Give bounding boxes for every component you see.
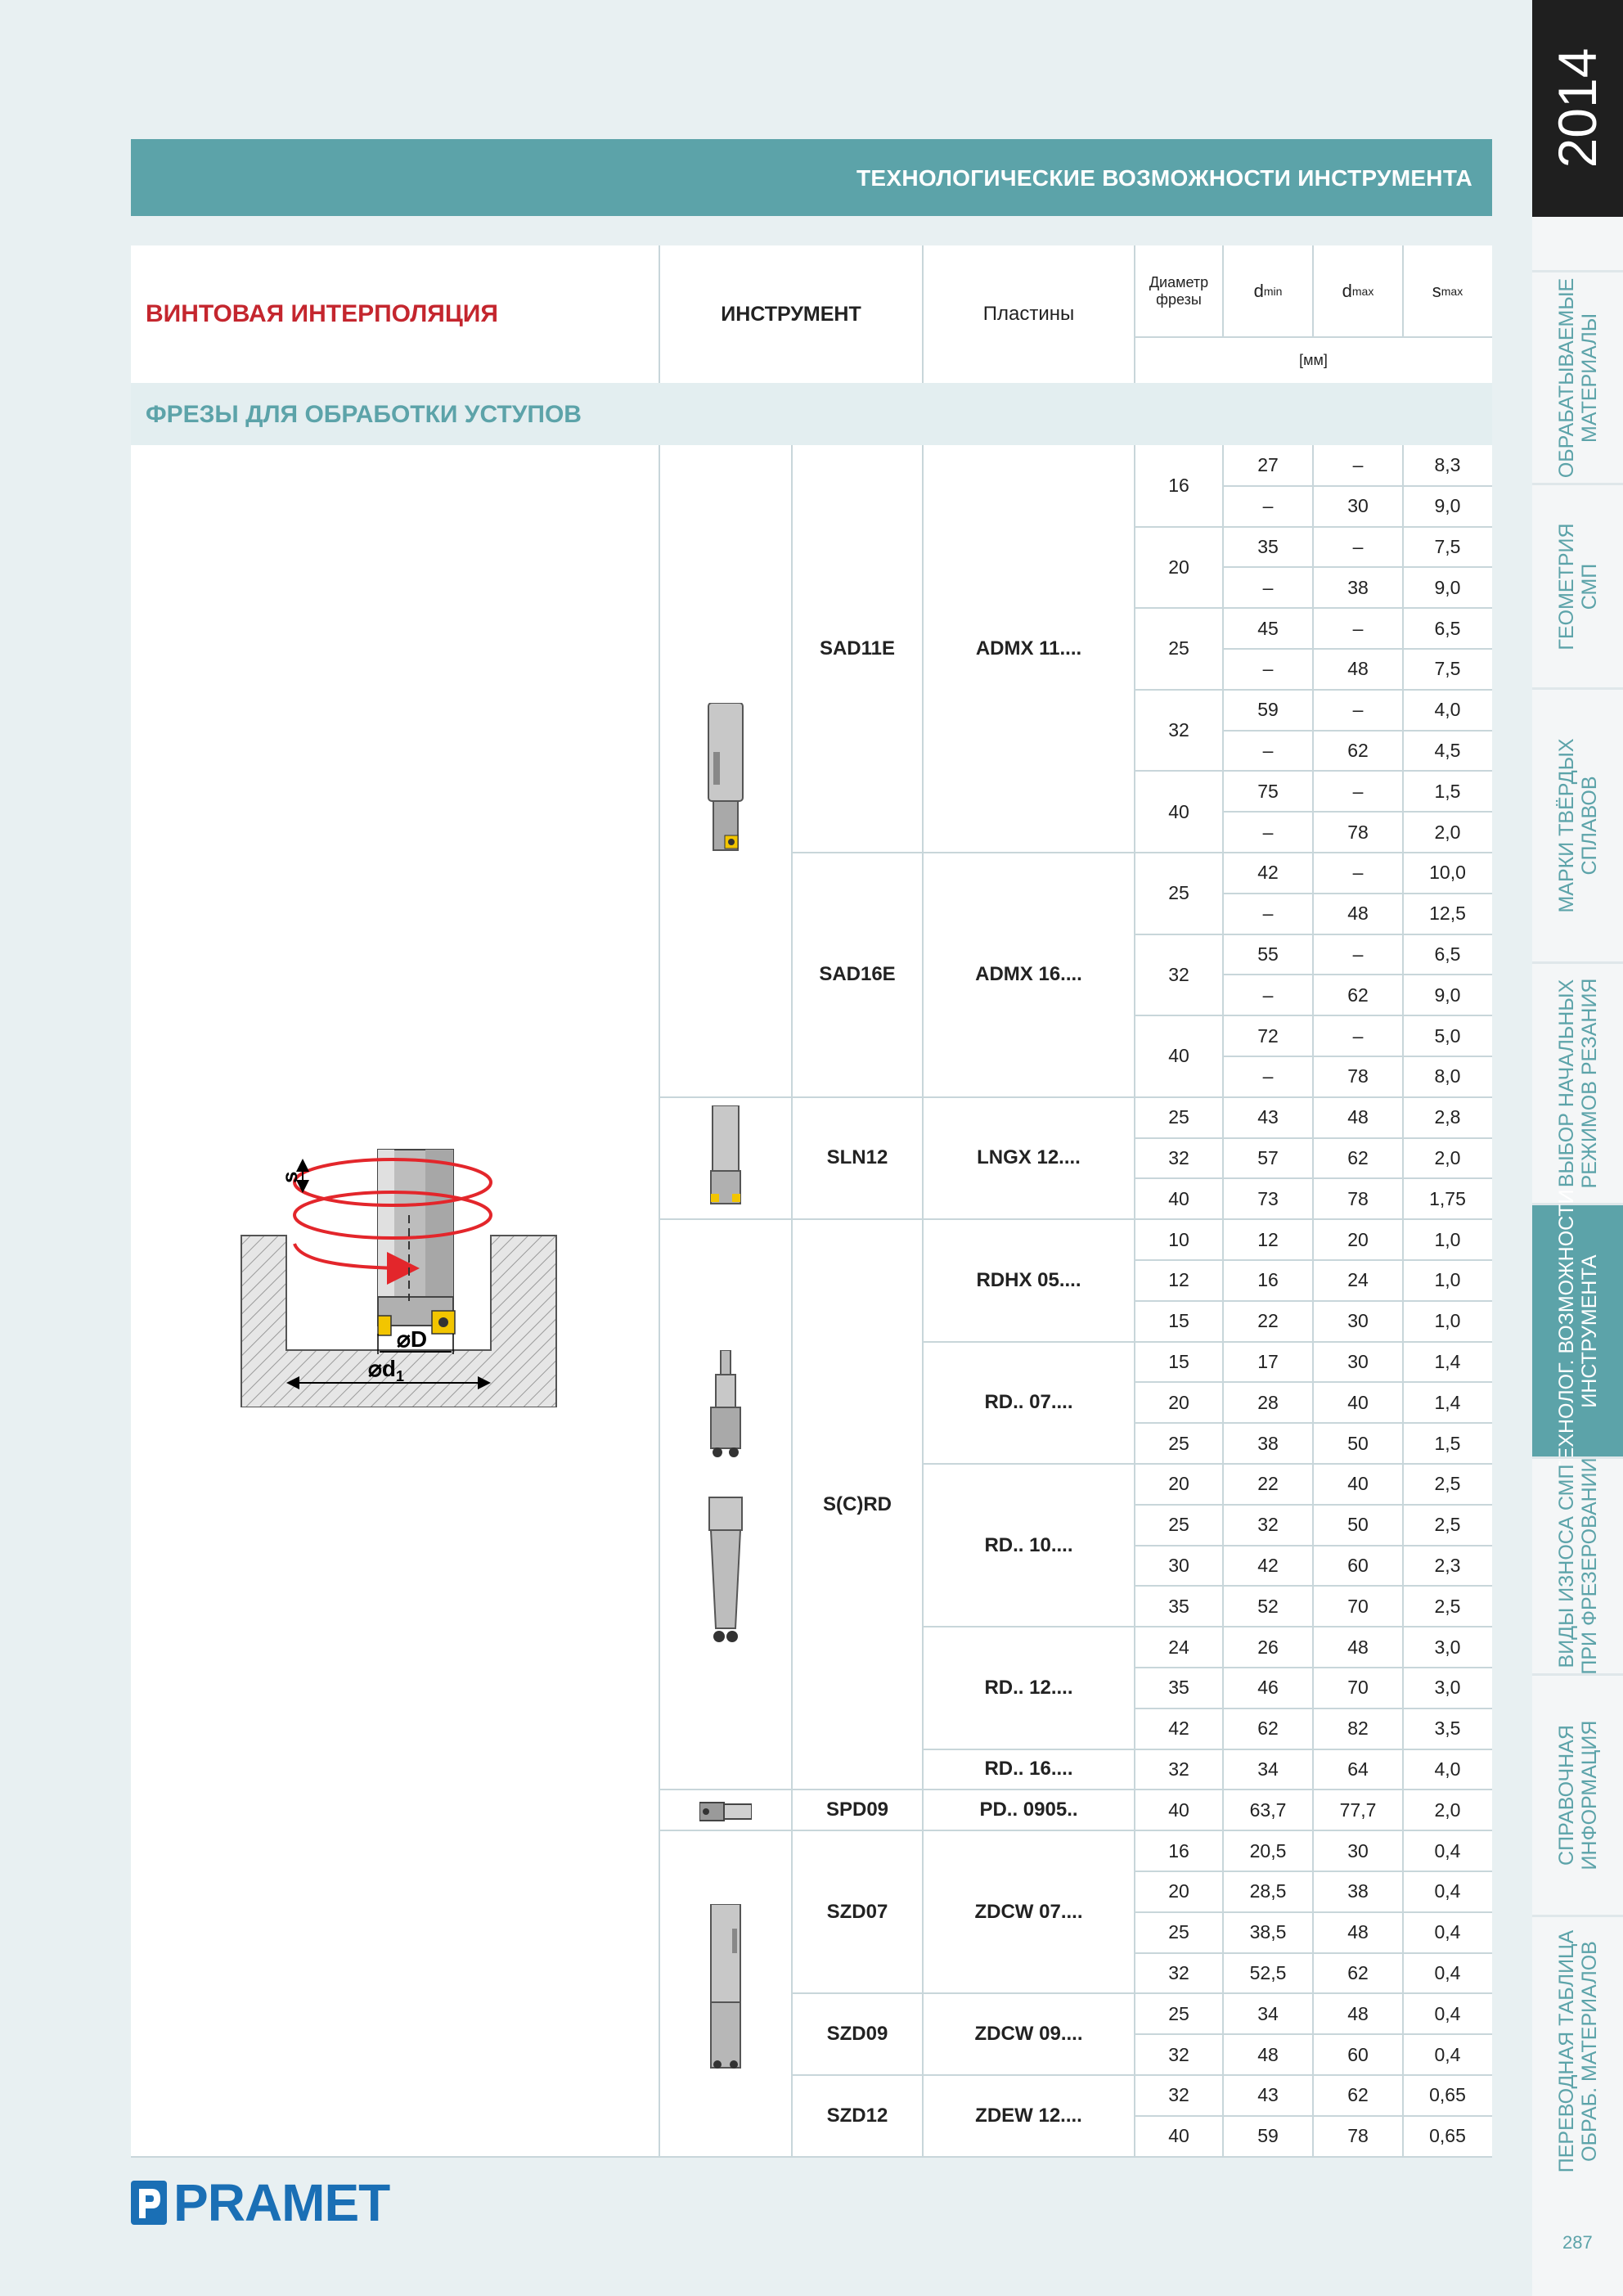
insert-name: ZDCW 07.... [974, 1900, 1083, 1923]
cutter-diameter-value: 40 [1168, 1045, 1189, 1067]
tool-name: SPD09 [825, 1799, 889, 1821]
sidebar-tab-label: ГЕОМЕТРИЯ СМП [1554, 522, 1601, 651]
table-main-title: ВИНТОВАЯ ИНТЕРПОЛЯЦИЯ [146, 300, 498, 327]
cutter-diameter-value: 30 [1168, 1554, 1189, 1576]
column-header-diameter: Диаметр фрезы [1149, 274, 1209, 308]
dmax-value: 70 [1347, 1595, 1369, 1617]
page-number: 287 [1562, 2232, 1593, 2253]
dmin-value: 22 [1257, 1473, 1279, 1495]
dmin-value: 72 [1257, 1024, 1279, 1047]
insert-name: PD.. 0905.. [979, 1799, 1078, 1821]
tool-name: SLN12 [826, 1146, 888, 1169]
diagram-label-s: s [277, 1171, 302, 1183]
sidebar-tab-2[interactable] [1532, 483, 1623, 687]
smax-value: 9,0 [1434, 495, 1461, 517]
smax-value: 1,75 [1429, 1187, 1466, 1209]
smax-value: 8,0 [1434, 1065, 1461, 1087]
dmin-value: – [1262, 495, 1274, 517]
cutter-diameter-value: 35 [1168, 1595, 1189, 1617]
column-header-smax [1403, 245, 1492, 337]
cutter-diameter-value: 16 [1168, 475, 1189, 497]
year-label: 2014 [1547, 47, 1607, 169]
brand-name: PRAMET [173, 2173, 390, 2232]
dmin-value: 57 [1257, 1146, 1279, 1168]
units-label: [мм] [1299, 351, 1328, 368]
dmax-value: 24 [1347, 1269, 1369, 1291]
dmax-value: 70 [1347, 1677, 1369, 1699]
dmax-value: – [1352, 699, 1364, 721]
dmax-value: 62 [1347, 1146, 1369, 1168]
dmax-value: 38 [1347, 576, 1369, 598]
page-title: ТЕХНОЛОГИЧЕСКИЕ ВОЗМОЖНОСТИ ИНСТРУМЕНТА [856, 165, 1472, 191]
smax-value: 0,4 [1434, 1961, 1461, 1983]
sidebar-tab-label: СПРАВОЧНАЯ ИНФОРМАЦИЯ [1554, 1720, 1601, 1871]
dmax-value: 40 [1347, 1473, 1369, 1495]
dmin-value: 16 [1257, 1269, 1279, 1291]
dmax-value: – [1352, 535, 1364, 557]
dmax-value: 30 [1347, 495, 1369, 517]
dmin-value: 27 [1257, 454, 1279, 476]
dmax-value: 64 [1347, 1758, 1369, 1780]
dmin-value: 38,5 [1249, 1921, 1287, 1943]
diagram-label-d1: ⌀d [368, 1356, 396, 1381]
dmin-value: 43 [1257, 1106, 1279, 1128]
dmin-value: 38 [1257, 1432, 1279, 1454]
side-index [1532, 0, 1623, 2296]
tool-name: SAD11E [819, 637, 896, 660]
smax-value: 6,5 [1434, 617, 1461, 639]
smax-value: 2,0 [1434, 1146, 1461, 1168]
cutter-diameter-value: 40 [1168, 1799, 1189, 1821]
smax-value: 1,4 [1434, 1391, 1461, 1413]
insert-name: ADMX 16.... [975, 963, 1082, 986]
smax-value: 2,3 [1434, 1554, 1461, 1576]
cutter-diameter-value: 15 [1168, 1350, 1189, 1372]
sidebar-tab-7[interactable] [1532, 1673, 1623, 1915]
smax-value: 3,0 [1434, 1636, 1461, 1658]
dmin-value: 43 [1257, 2084, 1279, 2106]
cutter-diameter-value: 12 [1168, 1269, 1189, 1291]
cutter-diameter-value: 25 [1168, 882, 1189, 904]
smax-value: 12,5 [1429, 903, 1466, 925]
cutter-diameter-value: 20 [1168, 1880, 1189, 1902]
smax-value: 2,5 [1434, 1473, 1461, 1495]
diagram-label-d1-sub: 1 [395, 1368, 404, 1384]
column-header-dmax [1313, 245, 1403, 337]
dmin-value: – [1262, 984, 1274, 1006]
sidebar-tab-label: МАРКИ ТВЁРДЫХ СПЛАВОВ [1554, 738, 1601, 913]
cutter-diameter-value: 32 [1168, 963, 1189, 985]
tool-name: SZD07 [826, 1900, 888, 1923]
dmax-value: 50 [1347, 1432, 1369, 1454]
dmax-value: 38 [1347, 1880, 1369, 1902]
sidebar-tab-4[interactable] [1532, 961, 1623, 1203]
smax-value: 9,0 [1434, 984, 1461, 1006]
smax-value: 0,65 [1429, 2125, 1466, 2147]
dmax-subscript: max [1351, 285, 1374, 298]
dmax-value: 77,7 [1339, 1799, 1377, 1821]
dmin-value: – [1262, 903, 1274, 925]
dmin-value: 34 [1257, 1758, 1279, 1780]
smax-value: 2,0 [1434, 1799, 1461, 1821]
smax-subscript: max [1441, 285, 1463, 298]
cutter-diameter-value: 16 [1168, 1839, 1189, 1862]
dmin-value: 20,5 [1249, 1839, 1287, 1862]
cutter-diameter-value: 24 [1168, 1636, 1189, 1658]
insert-name: RD.. 16.... [984, 1758, 1073, 1781]
dmin-value: 48 [1257, 2043, 1279, 2065]
dmax-value: 48 [1347, 1921, 1369, 1943]
year-badge [1532, 0, 1623, 217]
pramet-logo-icon [131, 2179, 167, 2226]
dmax-value: 48 [1347, 2002, 1369, 2024]
sidebar-tab-label: ВЫБОР НАЧАЛЬНЫХ РЕЖИМОВ РЕЗАНИЯ [1554, 978, 1601, 1189]
smax-value: 4,0 [1434, 699, 1461, 721]
dmin-value: 59 [1257, 699, 1279, 721]
smax-value: 1,5 [1434, 780, 1461, 802]
dmax-value: 60 [1347, 2043, 1369, 2065]
sidebar-tab-label: ОБРАБАТЫВАЕМЫЕ МАТЕРИАЛЫ [1554, 277, 1601, 478]
dmin-value: – [1262, 1065, 1274, 1087]
dmax-value: 50 [1347, 1514, 1369, 1536]
smax-value: 3,5 [1434, 1717, 1461, 1740]
smax-value: 1,0 [1434, 1228, 1461, 1250]
cutter-diameter-value: 15 [1168, 1310, 1189, 1332]
smax-value: 0,65 [1429, 2084, 1466, 2106]
dmin-value: 55 [1257, 943, 1279, 965]
dmax-value: 48 [1347, 903, 1369, 925]
dmin-value: – [1262, 658, 1274, 680]
dmin-value: 26 [1257, 1636, 1279, 1658]
dmin-value: 35 [1257, 535, 1279, 557]
dmax-value: 78 [1347, 1187, 1369, 1209]
dmin-value: 34 [1257, 2002, 1279, 2024]
smax-value: 7,5 [1434, 535, 1461, 557]
insert-name: ZDEW 12.... [975, 2104, 1082, 2127]
insert-name: RD.. 07.... [984, 1391, 1073, 1414]
endmill-long-edge-icon [708, 1105, 744, 1212]
sidebar-tab-label: ТЕХНОЛОГ. ВОЗМОЖНОСТИ ИНСТРУМЕНТА [1554, 1188, 1601, 1474]
insert-name: ZDCW 09.... [974, 2023, 1083, 2046]
dmax-value: 48 [1347, 1636, 1369, 1658]
dmax-value: 30 [1347, 1310, 1369, 1332]
dmin-value: 28 [1257, 1391, 1279, 1413]
cutter-diameter-value: 35 [1168, 1677, 1189, 1699]
endmill-square-shoulder-icon [705, 703, 746, 867]
dmax-value: 82 [1347, 1717, 1369, 1740]
smax-symbol: s [1432, 281, 1441, 301]
dmin-value: 45 [1257, 617, 1279, 639]
sidebar-tab-label: ПЕРЕВОДНАЯ ТАБЛИЦА ОБРАБ. МАТЕРИАЛОВ [1554, 1929, 1601, 2172]
cutter-diameter-value: 32 [1168, 719, 1189, 741]
dmin-value: 42 [1257, 1554, 1279, 1576]
sidebar-tab-3[interactable] [1532, 687, 1623, 961]
dmax-value: 40 [1347, 1391, 1369, 1413]
insert-name: RDHX 05.... [976, 1268, 1081, 1291]
dmin-subscript: min [1263, 285, 1283, 298]
dmin-value: 73 [1257, 1187, 1279, 1209]
smax-value: 5,0 [1434, 1024, 1461, 1047]
cutter-diameter-value: 40 [1168, 2125, 1189, 2147]
dmin-symbol: d [1253, 281, 1264, 301]
column-header-dmin [1223, 245, 1313, 337]
dmax-value: 48 [1347, 658, 1369, 680]
insert-name: RD.. 10.... [984, 1533, 1073, 1556]
smax-value: 6,5 [1434, 943, 1461, 965]
cutter-diameter-value: 20 [1168, 1391, 1189, 1413]
cutter-diameter-value: 32 [1168, 1758, 1189, 1780]
dmin-value: – [1262, 576, 1274, 598]
dmin-value: 52 [1257, 1595, 1279, 1617]
dmin-value: 46 [1257, 1677, 1279, 1699]
dmax-value: – [1352, 454, 1364, 476]
cutter-diameter-value: 32 [1168, 1961, 1189, 1983]
dmax-value: 62 [1347, 984, 1369, 1006]
dmin-value: 62 [1257, 1717, 1279, 1740]
dmax-value: 62 [1347, 2084, 1369, 2106]
cutter-diameter-value: 10 [1168, 1228, 1189, 1250]
dmax-value: 30 [1347, 1839, 1369, 1862]
cutter-diameter-value: 25 [1168, 1921, 1189, 1943]
smax-value: 10,0 [1429, 862, 1466, 884]
cutter-diameter-value: 32 [1168, 2043, 1189, 2065]
tool-name: SAD16E [819, 963, 896, 986]
cutter-diameter-value: 40 [1168, 800, 1189, 822]
cutter-diameter-value: 25 [1168, 1432, 1189, 1454]
sidebar-tab-6[interactable] [1532, 1456, 1623, 1673]
smax-value: 4,0 [1434, 1758, 1461, 1780]
cutter-diameter-value: 32 [1168, 1146, 1189, 1168]
dmin-value: 52,5 [1249, 1961, 1287, 1983]
dmax-value: – [1352, 943, 1364, 965]
sidebar-tab-1[interactable] [1532, 270, 1623, 483]
dmin-value: – [1262, 821, 1274, 843]
cutter-diameter-value: 25 [1168, 1106, 1189, 1128]
dmax-value: 78 [1347, 1065, 1369, 1087]
smax-value: 0,4 [1434, 2002, 1461, 2024]
dmax-value: 78 [1347, 2125, 1369, 2147]
dmax-value: 62 [1347, 1961, 1369, 1983]
endmill-pd-icon [699, 1801, 752, 1822]
dmax-value: – [1352, 780, 1364, 802]
sidebar-tab-8[interactable] [1532, 1915, 1623, 2185]
smax-value: 0,4 [1434, 1921, 1461, 1943]
dmax-value: – [1352, 617, 1364, 639]
sidebar-tab-5[interactable] [1532, 1188, 1623, 1474]
smax-value: 3,0 [1434, 1677, 1461, 1699]
endmill-zd-icon [706, 1904, 745, 2084]
dmin-value: 28,5 [1249, 1880, 1287, 1902]
dmax-value: 20 [1347, 1228, 1369, 1250]
helical-interpolation-diagram [237, 1137, 564, 1407]
tool-name: SZD12 [826, 2104, 888, 2127]
column-header-inserts: Пластины [982, 303, 1075, 325]
cutter-diameter-value: 40 [1168, 1187, 1189, 1209]
insert-name: LNGX 12.... [977, 1146, 1081, 1169]
smax-value: 7,5 [1434, 658, 1461, 680]
cutter-diameter-value: 32 [1168, 2084, 1189, 2106]
smax-value: 0,4 [1434, 1839, 1461, 1862]
dmax-value: 78 [1347, 821, 1369, 843]
column-header-tool: ИНСТРУМЕНТ [721, 302, 861, 326]
smax-value: 8,3 [1434, 454, 1461, 476]
dmin-value: 32 [1257, 1514, 1279, 1536]
dmax-value: – [1352, 1024, 1364, 1047]
cutter-diameter-value: 25 [1168, 1514, 1189, 1536]
capability-table [131, 245, 1492, 2156]
smax-value: 2,5 [1434, 1514, 1461, 1536]
smax-value: 0,4 [1434, 1880, 1461, 1902]
pramet-logo [131, 2173, 390, 2232]
dmax-value: 60 [1347, 1554, 1369, 1576]
tool-name: SZD09 [826, 2023, 888, 2046]
dmin-value: 42 [1257, 862, 1279, 884]
section-title: ФРЕЗЫ ДЛЯ ОБРАБОТКИ УСТУПОВ [146, 401, 582, 428]
insert-name: RD.. 12.... [984, 1676, 1073, 1699]
diagram-label-D: ⌀D [397, 1326, 428, 1352]
dmax-value: 62 [1347, 739, 1369, 761]
insert-name: ADMX 11.... [975, 637, 1082, 660]
dmin-value: 17 [1257, 1350, 1279, 1372]
endmill-round-insert-icon [703, 1350, 749, 1661]
cutter-diameter-value: 25 [1168, 2002, 1189, 2024]
dmin-value: 59 [1257, 2125, 1279, 2147]
tool-name: S(C)RD [823, 1492, 892, 1515]
smax-value: 2,0 [1434, 821, 1461, 843]
smax-value: 0,4 [1434, 2043, 1461, 2065]
smax-value: 4,5 [1434, 739, 1461, 761]
smax-value: 1,0 [1434, 1269, 1461, 1291]
cutter-diameter-value: 20 [1168, 1473, 1189, 1495]
smax-value: 9,0 [1434, 576, 1461, 598]
smax-value: 1,4 [1434, 1350, 1461, 1372]
dmin-value: 63,7 [1249, 1799, 1287, 1821]
dmax-symbol: d [1342, 281, 1352, 301]
header-band [131, 139, 1492, 216]
cutter-diameter-value: 25 [1168, 637, 1189, 660]
dmax-value: 48 [1347, 1106, 1369, 1128]
cutter-diameter-value: 20 [1168, 556, 1189, 578]
dmax-value: – [1352, 862, 1364, 884]
section-band [131, 383, 1492, 445]
smax-value: 1,5 [1434, 1432, 1461, 1454]
smax-value: 1,0 [1434, 1310, 1461, 1332]
dmin-value: – [1262, 739, 1274, 761]
sidebar-tab-label: ВИДЫ ИЗНОСА СМП ПРИ ФРЕЗЕРОВАНИИ [1554, 1457, 1601, 1675]
smax-value: 2,8 [1434, 1106, 1461, 1128]
cutter-diameter-value: 42 [1168, 1717, 1189, 1740]
smax-value: 2,5 [1434, 1595, 1461, 1617]
dmax-value: 30 [1347, 1350, 1369, 1372]
dmin-value: 22 [1257, 1310, 1279, 1332]
dmin-value: 75 [1257, 780, 1279, 802]
dmin-value: 12 [1257, 1228, 1279, 1250]
